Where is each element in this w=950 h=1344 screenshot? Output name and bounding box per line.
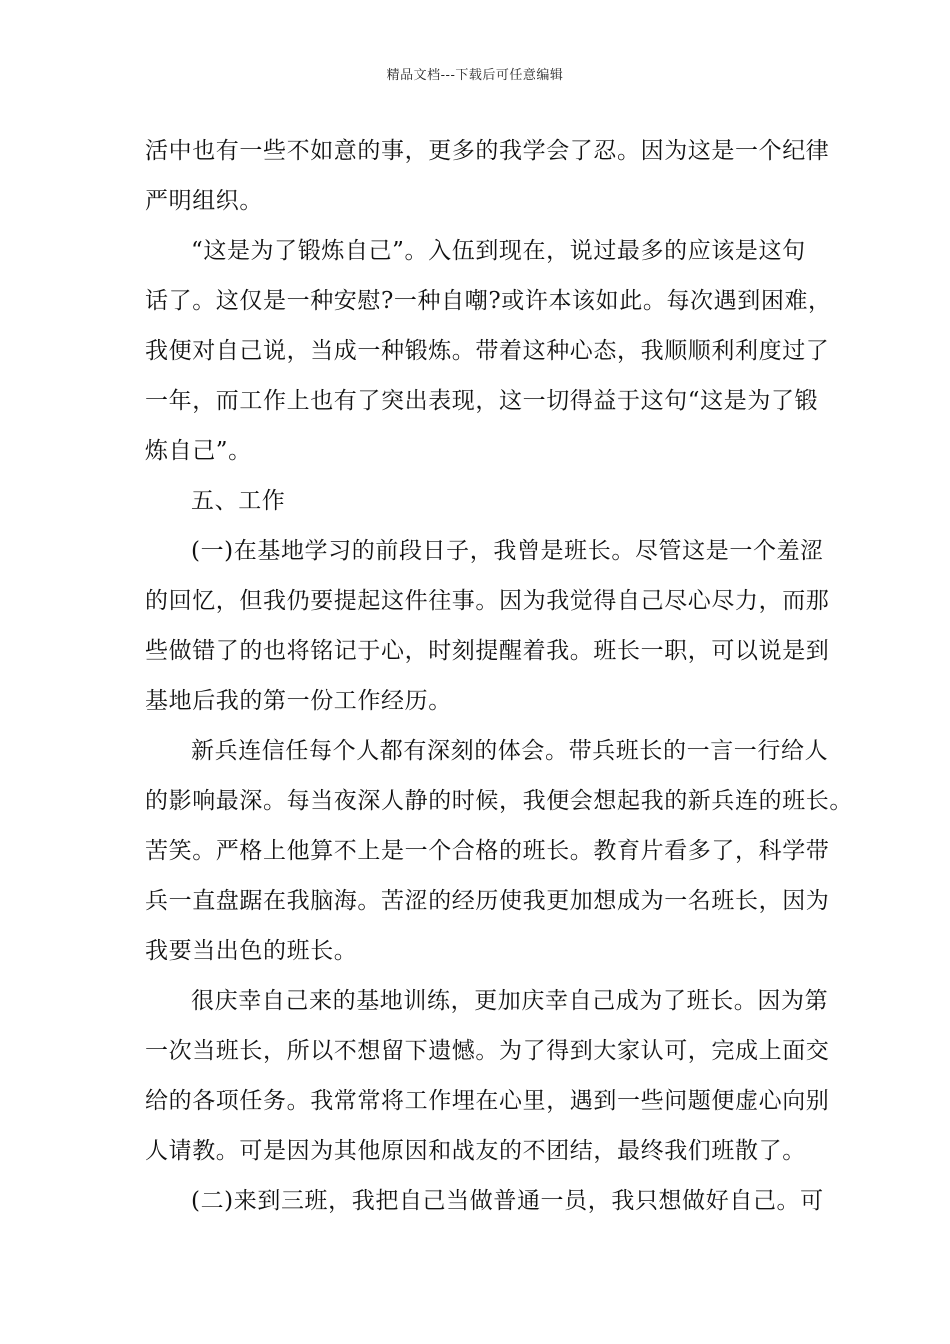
paragraph-start-line: 新兵连信任每个人都有深刻的体会。带兵班长的一言一行给人 <box>191 738 829 764</box>
text-line: 人请教。可是因为其他原因和战友的不团结，最终我们班散了。 <box>145 1138 806 1164</box>
text-line: 兵一直盘踞在我脑海。苦涩的经历使我更加想成为一名班长，因为 <box>145 888 830 914</box>
text-line: 苦笑。严格上他算不上是一个合格的班长。教育片看多了，科学带 <box>145 838 830 864</box>
paragraph-start-line: 很庆幸自己来的基地训练，更加庆幸自己成为了班长。因为第 <box>191 988 829 1014</box>
text-line: 些做错了的也将铭记于心，时刻提醒着我。班长一职，可以说是到 <box>145 638 830 664</box>
text-line: 炼自己”。 <box>145 438 252 464</box>
text-line: 一次当班长，所以不想留下遗憾。为了得到大家认可，完成上面交 <box>145 1038 830 1064</box>
text-line: 基地后我的第一份工作经历。 <box>145 688 452 714</box>
text-line: 一年，而工作上也有了突出表现，这一切得益于这句“这是为了锻 <box>145 388 819 414</box>
section-heading: 五、工作 <box>191 488 286 514</box>
text-line: 我便对自己说，当成一种锻炼。带着这种心态，我顺顺利利度过了 <box>145 338 830 364</box>
document-body <box>145 126 853 1226</box>
page-header: 精品文档---下载后可任意编辑 <box>386 68 564 83</box>
text-line: 的影响最深。每当夜深人静的时候，我便会想起我的新兵连的班长。 <box>145 788 853 814</box>
text-line: 活中也有一些不如意的事，更多的我学会了忍。因为这是一个纪律 <box>145 138 830 164</box>
text-line: 话了。这仅是一种安慰?一种自嘲?或许本该如此。每次遇到困难， <box>145 288 832 314</box>
text-line: 的回忆，但我仍要提起这件往事。因为我觉得自己尽心尽力，而那 <box>145 588 830 614</box>
text-line: 我要当出色的班长。 <box>145 938 358 964</box>
text-line: 严明组织。 <box>145 188 263 214</box>
paragraph-start-line: (一)在基地学习的前段日子，我曾是班长。尽管这是一个羞涩 <box>191 538 824 564</box>
text-line: 给的各项任务。我常常将工作埋在心里，遇到一些问题便虚心向别 <box>145 1088 830 1114</box>
paragraph-start-line: “这是为了锻炼自己”。入伍到现在，说过最多的应该是这句 <box>191 238 806 264</box>
paragraph-start-line: (二)来到三班，我把自己当做普通一员，我只想做好自己。可 <box>191 1188 824 1214</box>
